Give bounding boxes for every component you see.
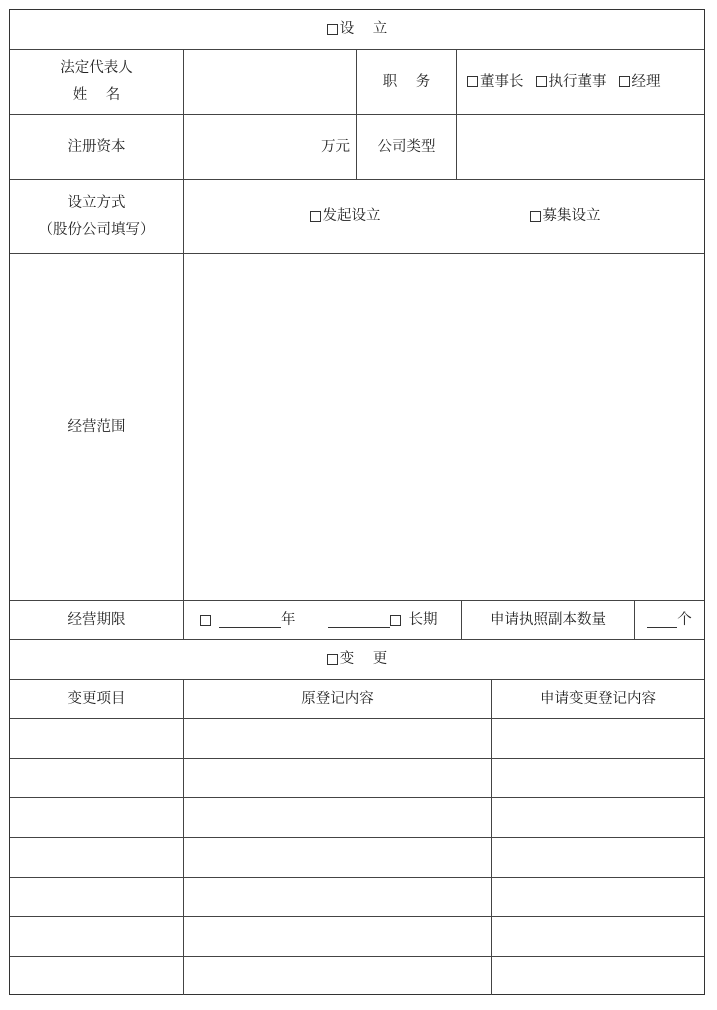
chairman-checkbox[interactable] <box>467 76 478 87</box>
promotion-checkbox[interactable] <box>310 211 321 222</box>
table-cell[interactable] <box>184 957 491 994</box>
table-cell[interactable] <box>10 957 183 994</box>
table-cell[interactable] <box>10 759 183 797</box>
header-original-content: 原登记内容 <box>301 690 374 707</box>
manager-checkbox[interactable] <box>619 76 630 87</box>
table-cell[interactable] <box>184 878 491 916</box>
table-cell[interactable] <box>10 917 183 955</box>
header-requested-change: 申请变更登记内容 <box>540 690 656 707</box>
establish-method-label: 设立方式 （股份公司填写） <box>38 194 155 238</box>
business-scope-field[interactable] <box>184 254 704 600</box>
table-cell[interactable] <box>492 957 704 994</box>
license-copies-blank[interactable] <box>647 613 677 628</box>
option-offering-establishment[interactable]: 募集设立 <box>515 180 615 253</box>
table-cell[interactable] <box>492 798 704 836</box>
position-label: 职 务 <box>382 73 431 90</box>
change-label: 变 更 <box>339 651 388 667</box>
term-years-blank[interactable] <box>219 613 281 628</box>
license-copies-label: 申请执照副本数量 <box>490 611 606 628</box>
table-cell[interactable] <box>492 917 704 955</box>
table-cell[interactable] <box>492 759 704 797</box>
option-promotion-establishment[interactable]: 发起设立 <box>295 180 395 253</box>
table-cell[interactable] <box>184 798 491 836</box>
license-copies-field[interactable]: 个 <box>635 601 704 639</box>
registered-capital-label: 注册资本 <box>67 138 126 155</box>
legal-rep-label <box>10 50 183 114</box>
establish-section-header[interactable] <box>10 10 704 49</box>
option-chairman[interactable]: 董事长 <box>467 69 524 96</box>
long-term-checkbox[interactable] <box>390 615 401 626</box>
table-cell[interactable] <box>184 719 491 757</box>
business-term-field: 年 长期 <box>184 601 461 639</box>
change-checkbox[interactable] <box>327 654 338 665</box>
option-manager[interactable]: 经理 <box>619 69 661 96</box>
table-cell[interactable] <box>492 719 704 757</box>
capital-unit: 万元 <box>321 138 350 155</box>
legal-rep-label-line1: 法定代表人 <box>60 60 133 76</box>
position-options <box>457 50 704 114</box>
table-cell[interactable] <box>492 838 704 876</box>
business-scope-label: 经营范围 <box>67 418 126 435</box>
registration-form <box>9 9 705 995</box>
term-years-checkbox[interactable] <box>200 615 211 626</box>
term-years-blank-2[interactable] <box>328 613 390 628</box>
option-executive-director[interactable]: 执行董事 <box>536 69 607 96</box>
table-cell[interactable] <box>184 838 491 876</box>
establish-checkbox[interactable] <box>327 24 338 35</box>
table-cell[interactable] <box>184 917 491 955</box>
table-cell[interactable] <box>10 719 183 757</box>
offering-checkbox[interactable] <box>530 211 541 222</box>
table-cell[interactable] <box>10 878 183 916</box>
header-change-item: 变更项目 <box>67 690 126 707</box>
table-cell[interactable] <box>492 878 704 916</box>
table-cell[interactable] <box>10 838 183 876</box>
business-term-label: 经营期限 <box>67 611 126 628</box>
table-cell[interactable] <box>184 759 491 797</box>
company-type-field[interactable] <box>457 115 704 179</box>
table-cell[interactable] <box>10 798 183 836</box>
legal-rep-name-field[interactable] <box>184 50 356 114</box>
registered-capital-field[interactable] <box>184 115 356 179</box>
executive-director-checkbox[interactable] <box>536 76 547 87</box>
company-type-label: 公司类型 <box>377 138 436 155</box>
establish-label: 设 立 <box>339 21 388 37</box>
change-section-header[interactable] <box>10 640 704 679</box>
legal-rep-label-line2: 姓 名 <box>72 87 121 103</box>
